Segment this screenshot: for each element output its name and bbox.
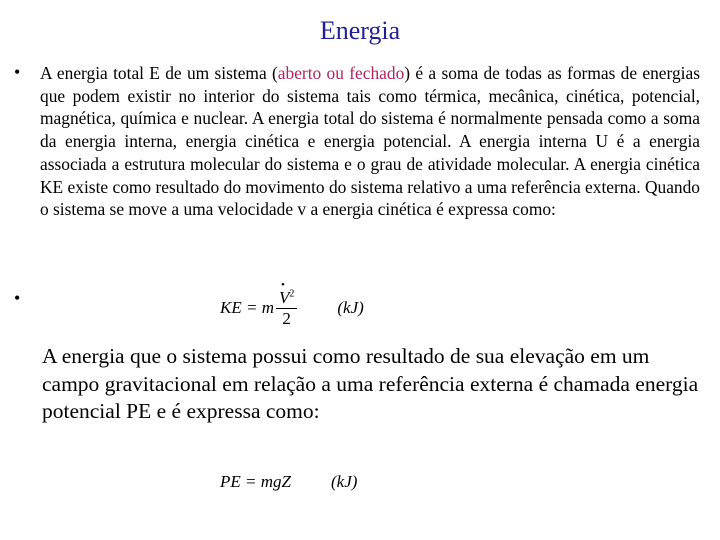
- bullet-icon: •: [14, 62, 21, 82]
- ke-denominator: 2: [282, 308, 291, 328]
- paragraph-text-end: ) é a soma de todas as formas de energias que podem existir no interior do sistema tais como térmica, mecânica, cinética, potencial, magnética, química e nuclear. A energia total do sistema é normalmente pensada como a soma da energia interna, energia cinética e energia potencial. A energia interna U é a energia associada a estrutura molecular do sistema e o grau de atividade molecular. A energia cinética KE existe como resultado do movimento do sistema relativo a uma referência externa. Quando o sistema se move a uma velocidade v a energia cinética é expressa como:: [40, 63, 700, 220]
- ke-fraction: [276, 278, 297, 329]
- ke-numerator-v: V: [278, 287, 290, 307]
- energy-definition-paragraph: [40, 62, 700, 221]
- pe-formula-expression: PE = mgZ: [220, 472, 291, 491]
- potential-energy-paragraph: A energia que o sistema possui como resultado de sua elevação em um campo gravitacional em relação a uma referência externa é chamada energia potencial PE e é expressa como:: [42, 344, 699, 423]
- velocity-dot: •: [280, 278, 285, 291]
- ke-exponent: 2: [289, 287, 295, 299]
- kinetic-energy-formula: [220, 280, 364, 336]
- ke-formula-lhs: KE = m: [220, 298, 274, 317]
- ke-unit: (kJ): [337, 298, 364, 317]
- pe-unit: (kJ): [330, 472, 358, 491]
- ke-numerator: [276, 278, 297, 308]
- bullet-icon-formula: •: [14, 288, 21, 308]
- slide-title: Energia: [319, 16, 401, 45]
- potential-energy-formula: [220, 470, 357, 494]
- paragraph-text-start: A energia total E de um sistema (: [40, 63, 278, 83]
- highlight-open-closed: aberto ou fechado: [277, 63, 405, 83]
